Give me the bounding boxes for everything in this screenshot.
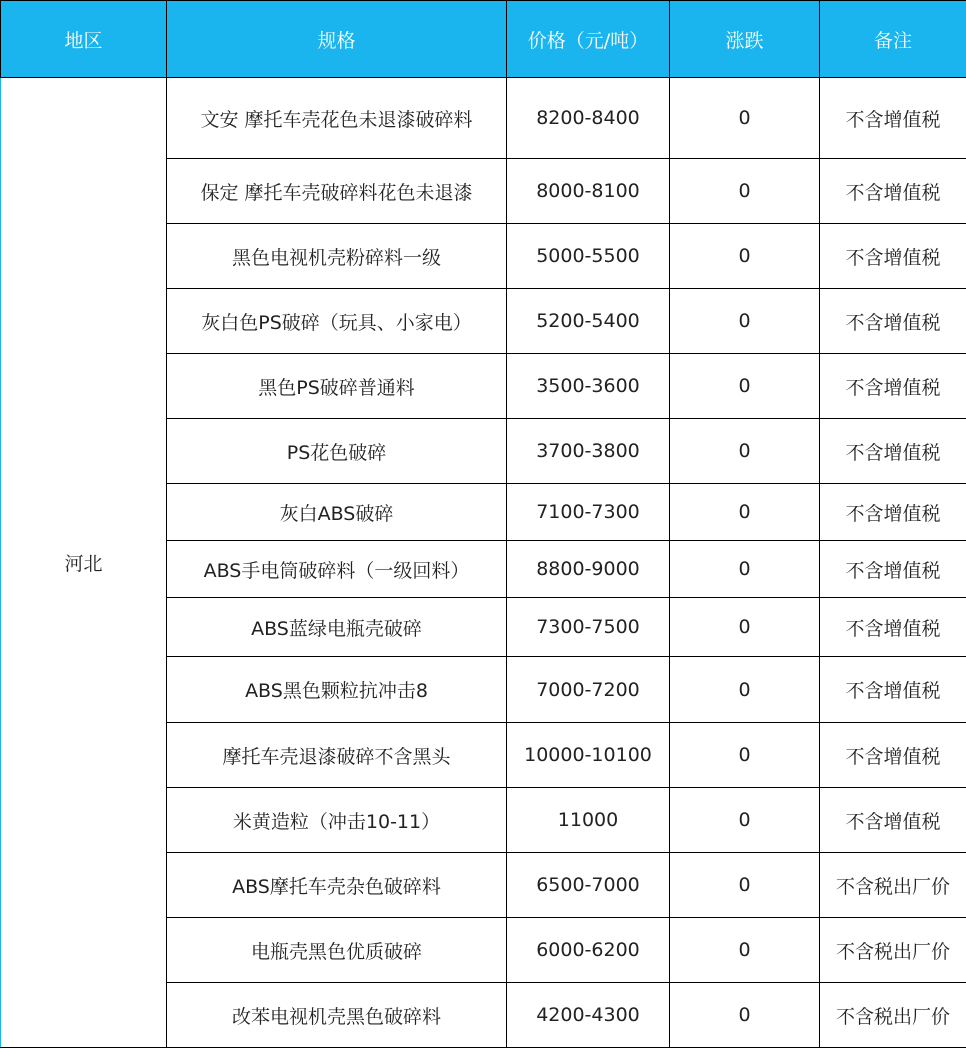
- note-cell: 不含增值税: [820, 419, 966, 484]
- header-note: 备注: [820, 1, 966, 78]
- change-cell: 0: [670, 541, 820, 598]
- note-cell: 不含增值税: [820, 484, 966, 541]
- price-cell: 7100-7300: [507, 484, 670, 541]
- price-cell: 6500-7000: [507, 853, 670, 918]
- header-region: 地区: [1, 1, 167, 78]
- price-cell: 3700-3800: [507, 419, 670, 484]
- spec-cell: ABS摩托车壳杂色破碎料: [167, 853, 507, 918]
- header-change: 涨跌: [670, 1, 820, 78]
- note-cell: 不含增值税: [820, 78, 966, 159]
- note-cell: 不含增值税: [820, 159, 966, 224]
- note-cell: 不含增值税: [820, 657, 966, 723]
- spec-cell: 黑色电视机壳粉碎料一级: [167, 224, 507, 289]
- price-cell: 5200-5400: [507, 289, 670, 354]
- spec-cell: 黑色PS破碎普通料: [167, 354, 507, 419]
- note-cell: 不含增值税: [820, 289, 966, 354]
- price-cell: 3500-3600: [507, 354, 670, 419]
- spec-cell: 摩托车壳退漆破碎不含黑头: [167, 723, 507, 788]
- note-cell: 不含增值税: [820, 723, 966, 788]
- change-cell: 0: [670, 657, 820, 723]
- change-cell: 0: [670, 918, 820, 983]
- price-cell: 10000-10100: [507, 723, 670, 788]
- change-cell: 0: [670, 289, 820, 354]
- note-cell: 不含税出厂价: [820, 918, 966, 983]
- change-cell: 0: [670, 983, 820, 1048]
- change-cell: 0: [670, 788, 820, 853]
- price-cell: 5000-5500: [507, 224, 670, 289]
- header-spec: 规格: [167, 1, 507, 78]
- note-cell: 不含税出厂价: [820, 853, 966, 918]
- spec-cell: 改苯电视机壳黑色破碎料: [167, 983, 507, 1048]
- price-cell: 7300-7500: [507, 598, 670, 657]
- note-cell: 不含税出厂价: [820, 983, 966, 1048]
- note-cell: 不含增值税: [820, 788, 966, 853]
- spec-cell: 电瓶壳黑色优质破碎: [167, 918, 507, 983]
- change-cell: 0: [670, 159, 820, 224]
- change-cell: 0: [670, 354, 820, 419]
- change-cell: 0: [670, 484, 820, 541]
- spec-cell: ABS手电筒破碎料（一级回料）: [167, 541, 507, 598]
- price-cell: 8800-9000: [507, 541, 670, 598]
- change-cell: 0: [670, 853, 820, 918]
- change-cell: 0: [670, 419, 820, 484]
- header-price: 价格（元/吨）: [507, 1, 670, 78]
- spec-cell: 米黄造粒（冲击10-11）: [167, 788, 507, 853]
- note-cell: 不含增值税: [820, 224, 966, 289]
- price-cell: 11000: [507, 788, 670, 853]
- change-cell: 0: [670, 723, 820, 788]
- spec-cell: 文安 摩托车壳花色未退漆破碎料: [167, 78, 507, 159]
- price-cell: 4200-4300: [507, 983, 670, 1048]
- table-row: [1, 78, 966, 159]
- price-cell: 7000-7200: [507, 657, 670, 723]
- note-cell: 不含增值税: [820, 354, 966, 419]
- change-cell: 0: [670, 78, 820, 159]
- change-cell: 0: [670, 224, 820, 289]
- spec-cell: ABS蓝绿电瓶壳破碎: [167, 598, 507, 657]
- change-cell: 0: [670, 598, 820, 657]
- spec-cell: 灰白色PS破碎（玩具、小家电）: [167, 289, 507, 354]
- note-cell: 不含增值税: [820, 541, 966, 598]
- spec-cell: 保定 摩托车壳破碎料花色未退漆: [167, 159, 507, 224]
- note-cell: 不含增值税: [820, 598, 966, 657]
- header-row: [1, 1, 966, 78]
- spec-cell: 灰白ABS破碎: [167, 484, 507, 541]
- spec-cell: ABS黑色颗粒抗冲击8: [167, 657, 507, 723]
- price-cell: 8200-8400: [507, 78, 670, 159]
- price-cell: 6000-6200: [507, 918, 670, 983]
- spec-cell: PS花色破碎: [167, 419, 507, 484]
- price-cell: 8000-8100: [507, 159, 670, 224]
- region-cell: 河北: [1, 78, 167, 1048]
